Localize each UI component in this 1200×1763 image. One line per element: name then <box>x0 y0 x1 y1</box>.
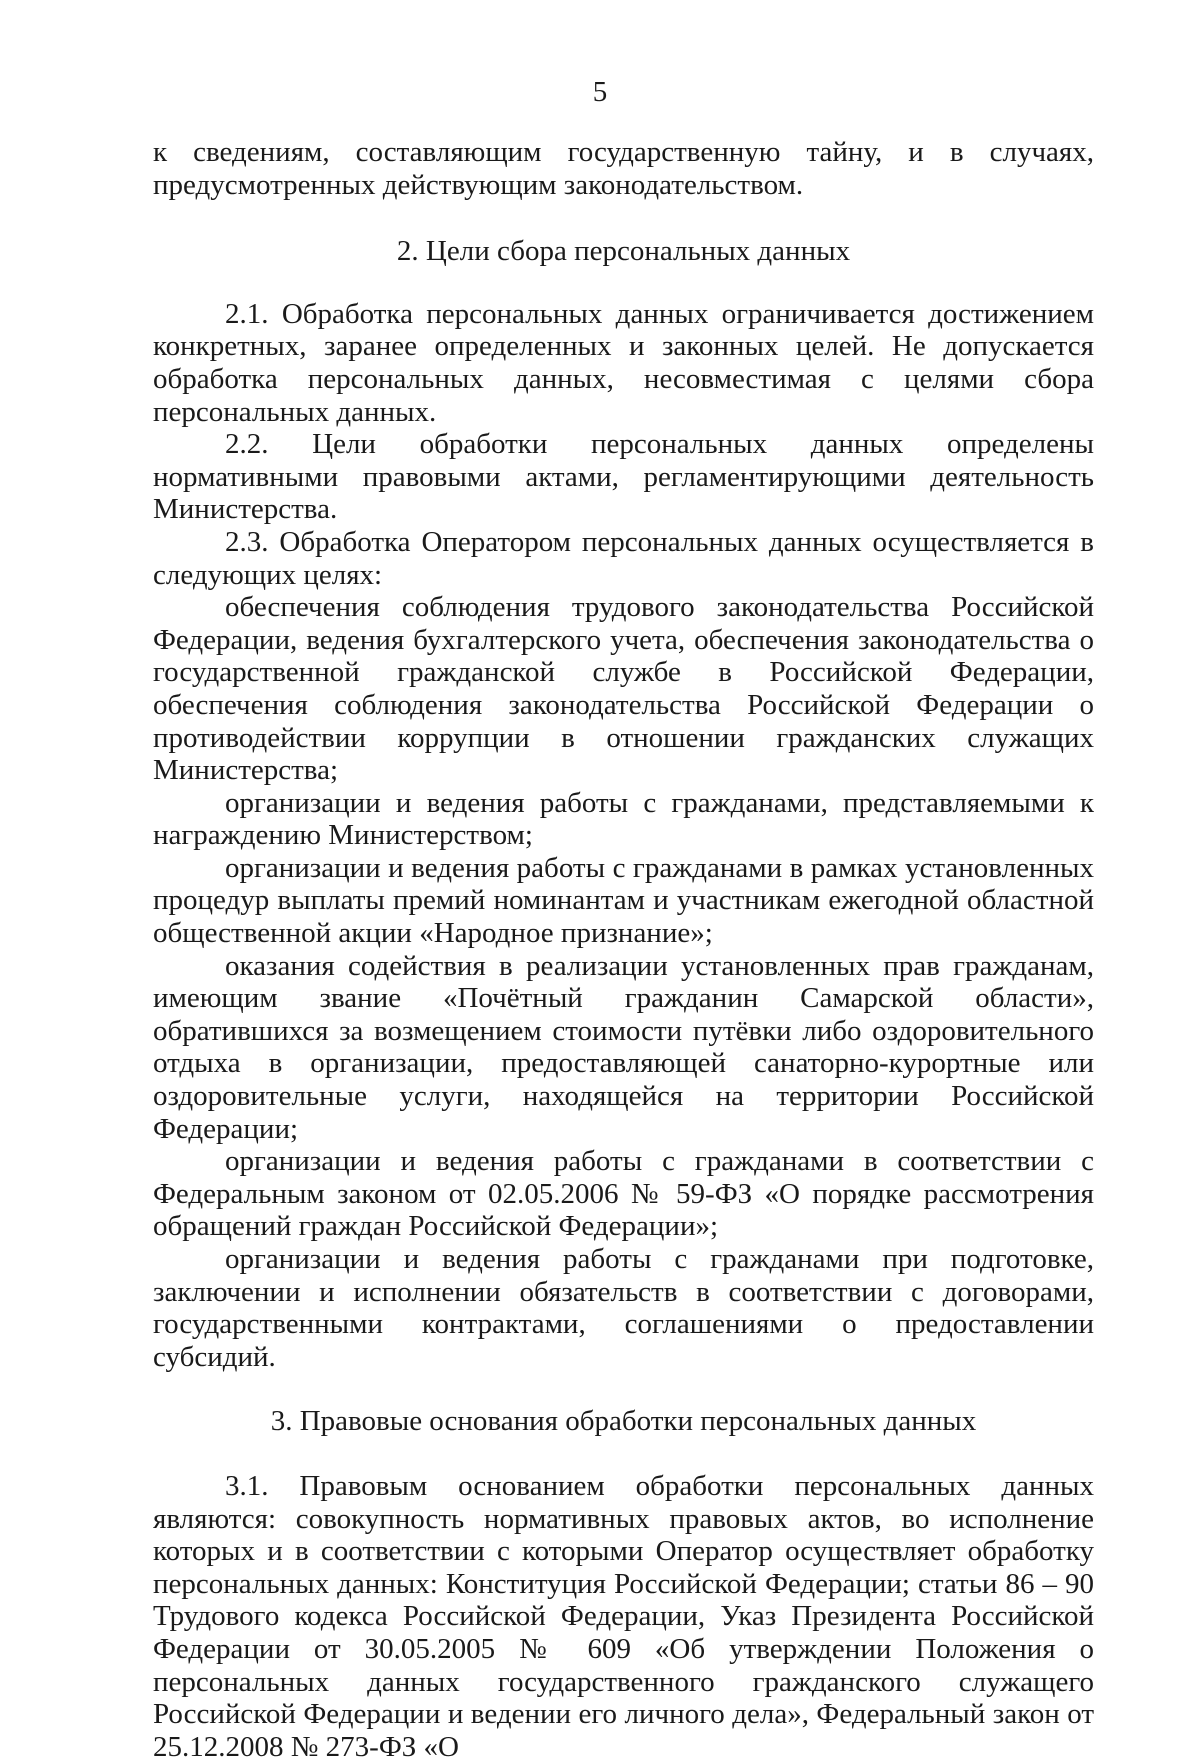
paragraph-3-1: 3.1. Правовым основанием обработки персональных данных являются: совокупность нормативных правовых актов, во исполнение которых и в соответствии с которыми Оператор осуществляет обработку персональных данных: Конституция Российской Федерации; статьи 86 – 90 Трудового кодекса Российской Федерации, Указ Президента Российской Федерации от 30.05.2005 № 609 «Об утверждении Положения о персональных данных государственного гражданского служащего Российской Федерации и ведении его личного дела», Федеральный закон от 25.12.2008 № 273-ФЗ «О <box>153 1469 1094 1763</box>
section-heading-2: 2. Цели сбора персональных данных <box>396 235 851 268</box>
paragraph-intro: к сведениям, составляющим государственную тайну, и в случаях, предусмотренных действующим законодательством. <box>153 136 1094 201</box>
section-heading-3: 3. Правовые основания обработки персональных данных <box>270 1405 977 1438</box>
paragraph-2-2: 2.2. Цели обработки персональных данных определены нормативными правовыми актами, регламентирующими деятельность Министерства. <box>153 428 1094 526</box>
goal-item-2: организации и ведения работы с гражданами, представляемыми к награждению Министерством; <box>153 786 1094 852</box>
goal-item-5: организации и ведения работы с гражданами в соответствии с Федеральным законом от 02.05.2006 № 59-ФЗ «О порядке рассмотрения обращений граждан Российской Федерации»; <box>153 1145 1094 1243</box>
goal-item-6: организации и ведения работы с гражданами при подготовке, заключении и исполнении обязательств в соответствии с договорами, государственными контрактами, соглашениями о предоставлении субсидий. <box>153 1243 1094 1373</box>
page-number: 5 <box>592 76 608 108</box>
document-body <box>153 136 1094 1763</box>
goal-item-1: обеспечения соблюдения трудового законодательства Российской Федерации, ведения бухгалтерского учета, обеспечения законодательства о государственной гражданской службе в Российской Федерации, обеспечения соблюдения законодательства Российской Федерации о противодействии коррупции в отношении гражданских служащих Министерства; <box>153 591 1094 787</box>
goal-item-4: оказания содействия в реализации установленных прав гражданам, имеющим звание «Почётный гражданин Самарской области», обратившихся за возмещением стоимости путёвки либо оздоровительного отдыха в организации, предоставляющей санаторно-курортные или оздоровительные услуги, находящейся на территории Российской Федерации; <box>153 949 1094 1145</box>
paragraph-2-3: 2.3. Обработка Оператором персональных данных осуществляется в следующих целях: <box>153 525 1094 591</box>
paragraph-2-1: 2.1. Обработка персональных данных ограничивается достижением конкретных, заранее определенных и законных целей. Не допускается обработка персональных данных, несовместимая с целями сбора персональных данных. <box>153 297 1094 428</box>
goal-item-3: организации и ведения работы с гражданами в рамках установленных процедур выплаты премий номинантам и участникам ежегодной областной общественной акции «Народное признание»; <box>153 851 1094 950</box>
